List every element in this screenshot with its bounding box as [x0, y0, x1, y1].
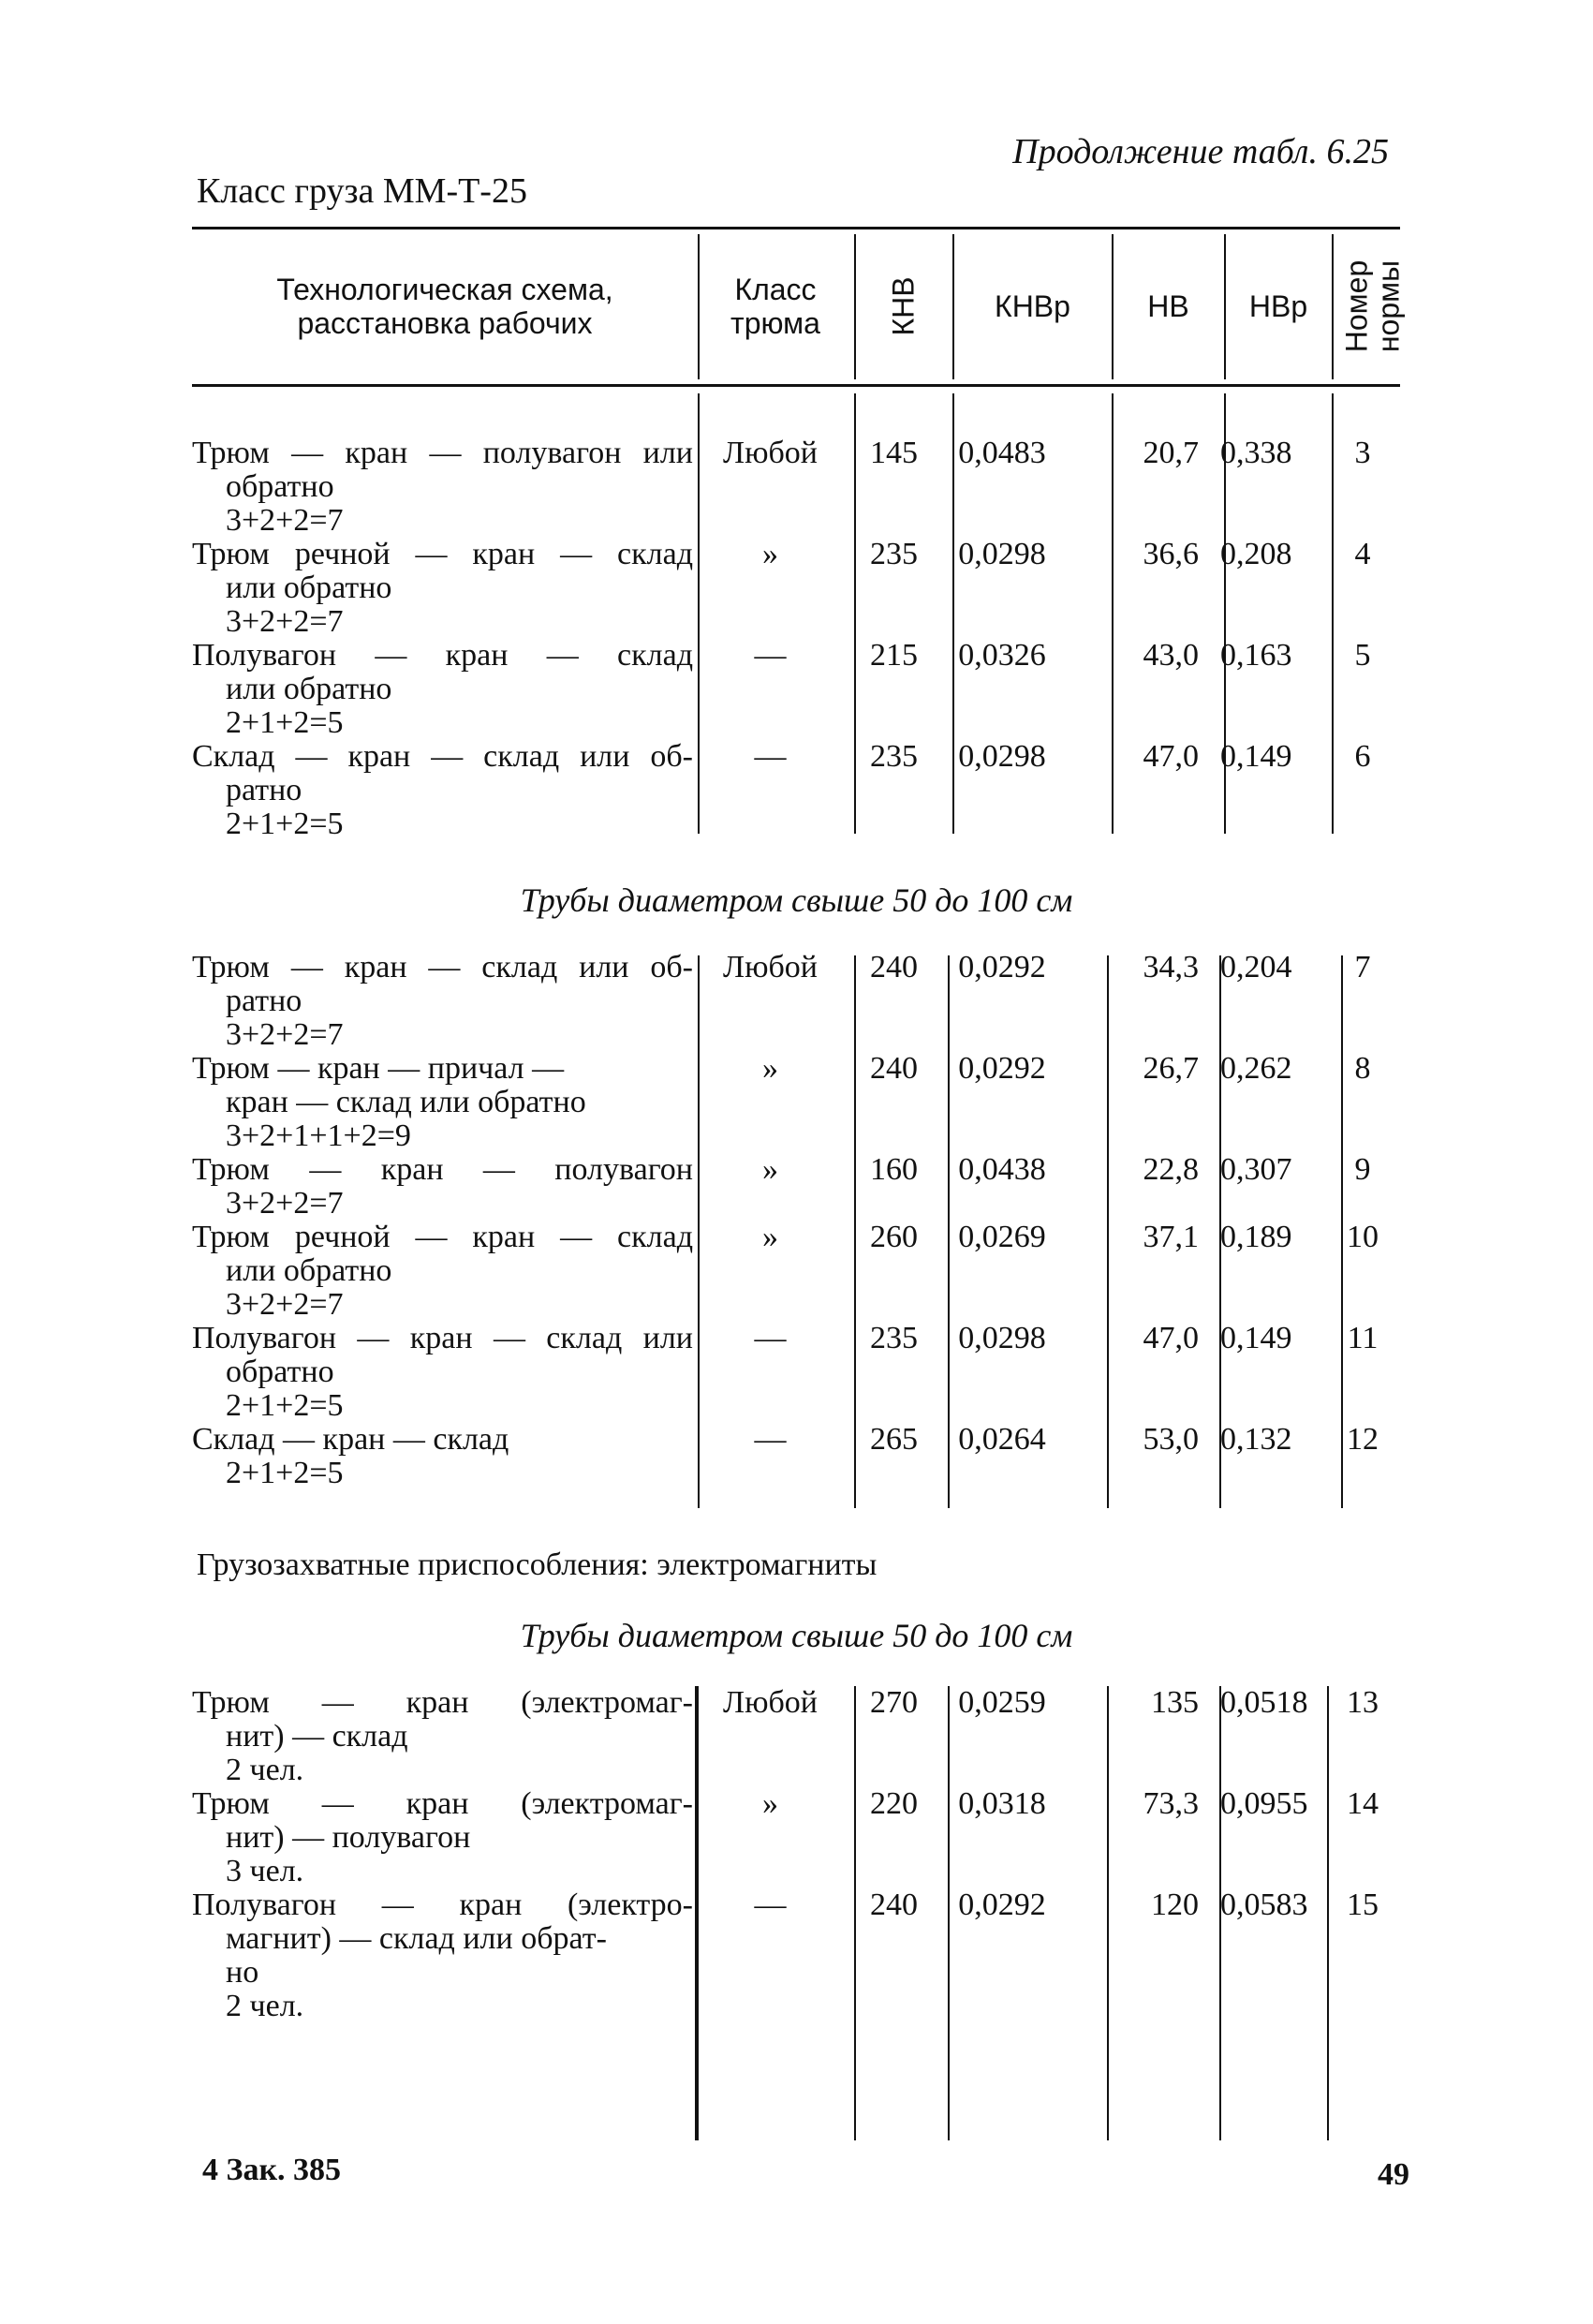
knv-cell: 145	[870, 436, 918, 470]
hold-class-cell: Любой	[723, 1685, 818, 1720]
knv-cell: 160	[870, 1152, 918, 1187]
knvp-cell: 0,0292	[958, 950, 1046, 984]
knvp-cell: 0,0326	[958, 638, 1046, 673]
knvp-cell: 0,0318	[958, 1786, 1046, 1821]
knv-cell: 235	[870, 537, 918, 571]
nv-cell: 73,3	[1143, 1786, 1199, 1821]
col-rule	[854, 234, 856, 379]
hold-class-cell: —	[754, 1321, 787, 1355]
scheme-line: 2+1+2=5	[226, 1388, 344, 1423]
nvp-cell: 0,338	[1220, 436, 1292, 470]
nv-cell: 120	[1151, 1887, 1199, 1922]
knv-cell: 220	[870, 1786, 918, 1821]
hold-class-cell: »	[762, 1152, 778, 1187]
table-section-1	[192, 437, 1409, 841]
knvp-cell: 0,0298	[958, 1321, 1046, 1355]
table-row	[192, 639, 1409, 740]
hold-class-cell: »	[762, 1051, 778, 1086]
table-top-rule	[192, 227, 1400, 229]
scheme-line: но	[226, 1955, 259, 1990]
nv-cell: 47,0	[1143, 739, 1199, 774]
scheme-line: Полувагон — кран — склад или	[192, 1321, 693, 1355]
table-row	[192, 1221, 1409, 1322]
norm-number-cell: 13	[1347, 1685, 1379, 1720]
scheme-cell	[192, 1221, 693, 1322]
norm-number-cell: 3	[1354, 436, 1371, 470]
scheme-line: 3+2+2=7	[226, 503, 344, 538]
nvp-cell: 0,307	[1220, 1152, 1292, 1187]
hold-class-cell: »	[762, 537, 778, 571]
table-row	[192, 1153, 1409, 1221]
knvp-cell: 0,0298	[958, 739, 1046, 774]
nvp-cell: 0,208	[1220, 537, 1292, 571]
scheme-cell	[192, 1423, 693, 1490]
col-rule	[698, 234, 700, 379]
scheme-line: 3+2+2=7	[226, 1017, 344, 1052]
scheme-cell	[192, 740, 693, 841]
knv-cell: 235	[870, 739, 918, 774]
nv-cell: 20,7	[1143, 436, 1199, 470]
page-number: 49	[1378, 2157, 1409, 2192]
nvp-cell: 0,132	[1220, 1422, 1292, 1457]
knvp-cell: 0,0292	[958, 1051, 1046, 1086]
scheme-cell	[192, 1888, 693, 2023]
col-rule	[1112, 234, 1114, 379]
scheme-line: 3+2+2=7	[226, 604, 344, 639]
knv-cell: 240	[870, 1887, 918, 1922]
scheme-line: Трюм — кран — причал —	[192, 1051, 565, 1086]
scheme-line: Трюм — кран (электромаг-	[192, 1685, 693, 1720]
col-header-scheme: Технологическая схема, расстановка рабочих	[276, 273, 613, 340]
scheme-line: Полувагон — кран — склад	[192, 638, 693, 673]
table-row	[192, 951, 1409, 1052]
nv-cell: 135	[1151, 1685, 1199, 1720]
nv-cell: 37,1	[1143, 1220, 1199, 1254]
table-row	[192, 1322, 1409, 1423]
scheme-line: Трюм речной — кран — склад	[192, 1220, 693, 1254]
continuation-title: Продолжение табл. 6.25	[1012, 132, 1389, 171]
hold-class-cell: Любой	[723, 436, 818, 470]
nv-cell: 53,0	[1143, 1422, 1199, 1457]
hold-class-cell: Любой	[723, 950, 818, 984]
knv-cell: 270	[870, 1685, 918, 1720]
knv-cell: 215	[870, 638, 918, 673]
scheme-line: 2+1+2=5	[226, 807, 344, 841]
table-header-rule	[192, 384, 1400, 387]
knv-cell: 240	[870, 950, 918, 984]
scheme-line: 3+2+1+1+2=9	[226, 1118, 411, 1153]
scheme-line: или обратно	[226, 1253, 392, 1288]
table-row	[192, 1888, 1409, 2023]
col-header-hold-class: Класс трюма	[730, 273, 820, 340]
knv-cell: 240	[870, 1051, 918, 1086]
norm-number-cell: 9	[1354, 1152, 1371, 1187]
scheme-line: кран — склад или обратно	[226, 1085, 586, 1119]
scheme-line: Полувагон — кран (электро-	[192, 1887, 693, 1922]
section-title-pipes: Трубы диаметром свыше 50 до 100 см	[520, 881, 1073, 919]
scheme-line: или обратно	[226, 672, 392, 706]
cargo-class-label: Класс груза ММ-Т-25	[197, 171, 527, 211]
scheme-line: 2 чел.	[226, 1989, 304, 2023]
table-row	[192, 1052, 1409, 1153]
norm-number-cell: 5	[1354, 638, 1371, 673]
col-header-knvp: КНВр	[995, 289, 1070, 323]
knv-cell: 265	[870, 1422, 918, 1457]
nvp-cell: 0,149	[1220, 1321, 1292, 1355]
grip-devices-line: Грузозахватные приспособления: электромагниты	[197, 1547, 878, 1582]
hold-class-cell: —	[754, 638, 787, 673]
scheme-cell	[192, 1787, 693, 1888]
table-row	[192, 538, 1409, 639]
table-section-3	[192, 1686, 1409, 2023]
nvp-cell: 0,163	[1220, 638, 1292, 673]
scheme-line: Трюм речной — кран — склад	[192, 537, 693, 571]
scheme-line: 3 чел.	[226, 1854, 304, 1888]
scheme-line: Трюм — кран — склад или об-	[192, 950, 693, 984]
scheme-line: обратно	[226, 1354, 334, 1389]
nv-cell: 36,6	[1143, 537, 1199, 571]
scheme-line: обратно	[226, 469, 334, 504]
scheme-cell	[192, 538, 693, 639]
scheme-line: Трюм — кран (электромаг-	[192, 1786, 693, 1821]
scheme-line: ратно	[226, 984, 302, 1018]
scheme-line: 3+2+2=7	[226, 1287, 344, 1322]
norm-number-cell: 10	[1347, 1220, 1379, 1254]
scheme-cell	[192, 639, 693, 740]
order-number: 4 Зак. 385	[202, 2153, 342, 2187]
table-section-2	[192, 951, 1409, 1490]
knvp-cell: 0,0483	[958, 436, 1046, 470]
scheme-line: Склад — кран — склад или об-	[192, 739, 693, 774]
nvp-cell: 0,149	[1220, 739, 1292, 774]
scheme-line: магнит) — склад или обрат-	[226, 1921, 607, 1956]
table-row	[192, 1686, 1409, 1787]
norm-number-cell: 15	[1347, 1887, 1379, 1922]
scheme-cell	[192, 951, 693, 1052]
knv-cell: 260	[870, 1220, 918, 1254]
knv-cell: 235	[870, 1321, 918, 1355]
scheme-line: Склад — кран — склад	[192, 1422, 509, 1457]
nvp-cell: 0,189	[1220, 1220, 1292, 1254]
scheme-line: 2+1+2=5	[226, 705, 344, 740]
norm-number-cell: 14	[1347, 1786, 1379, 1821]
hold-class-cell: —	[754, 1887, 787, 1922]
scheme-line: нит) — полувагон	[226, 1820, 471, 1855]
scheme-line: нит) — склад	[226, 1719, 408, 1754]
norm-number-cell: 4	[1354, 537, 1371, 571]
norm-number-cell: 12	[1347, 1422, 1379, 1457]
scheme-cell	[192, 1153, 693, 1221]
table-row	[192, 1423, 1409, 1490]
col-header-norm: Номер нормы	[1339, 259, 1405, 353]
scheme-line: ратно	[226, 773, 302, 807]
col-header-knv: КНВ	[887, 276, 921, 336]
scheme-cell	[192, 437, 693, 538]
knvp-cell: 0,0264	[958, 1422, 1046, 1457]
norm-number-cell: 7	[1354, 950, 1371, 984]
scheme-line: или обратно	[226, 570, 392, 605]
norm-number-cell: 6	[1354, 739, 1371, 774]
scheme-cell	[192, 1322, 693, 1423]
nv-cell: 34,3	[1143, 950, 1199, 984]
scheme-line: 2+1+2=5	[226, 1456, 344, 1490]
nv-cell: 47,0	[1143, 1321, 1199, 1355]
scheme-line: Трюм — кран — полувагон или	[192, 436, 693, 470]
norm-number-cell: 11	[1347, 1321, 1379, 1355]
nv-cell: 22,8	[1143, 1152, 1199, 1187]
norm-number-cell: 8	[1354, 1051, 1371, 1086]
hold-class-cell: »	[762, 1786, 778, 1821]
table-row	[192, 437, 1409, 538]
scheme-line: 3+2+2=7	[226, 1186, 344, 1221]
scheme-cell	[192, 1686, 693, 1787]
nvp-cell: 0,0955	[1220, 1786, 1308, 1821]
nvp-cell: 0,262	[1220, 1051, 1292, 1086]
nvp-cell: 0,0518	[1220, 1685, 1308, 1720]
section-title-pipes-magnet: Трубы диаметром свыше 50 до 100 см	[520, 1617, 1073, 1654]
table-row	[192, 1787, 1409, 1888]
col-rule	[1224, 234, 1226, 379]
knvp-cell: 0,0259	[958, 1685, 1046, 1720]
table-row	[192, 740, 1409, 841]
knvp-cell: 0,0292	[958, 1887, 1046, 1922]
knvp-cell: 0,0298	[958, 537, 1046, 571]
nvp-cell: 0,204	[1220, 950, 1292, 984]
nv-cell: 43,0	[1143, 638, 1199, 673]
nvp-cell: 0,0583	[1220, 1887, 1308, 1922]
knvp-cell: 0,0269	[958, 1220, 1046, 1254]
nv-cell: 26,7	[1143, 1051, 1199, 1086]
hold-class-cell: »	[762, 1220, 778, 1254]
col-rule	[952, 234, 954, 379]
col-header-nvp: НВр	[1248, 289, 1308, 323]
col-header-nv: НВ	[1147, 289, 1189, 323]
scheme-line: Трюм — кран — полувагон	[192, 1152, 693, 1187]
scheme-cell	[192, 1052, 693, 1153]
scheme-line: 2 чел.	[226, 1753, 304, 1787]
hold-class-cell: —	[754, 739, 787, 774]
knvp-cell: 0,0438	[958, 1152, 1046, 1187]
col-rule	[1332, 234, 1334, 379]
hold-class-cell: —	[754, 1422, 787, 1457]
